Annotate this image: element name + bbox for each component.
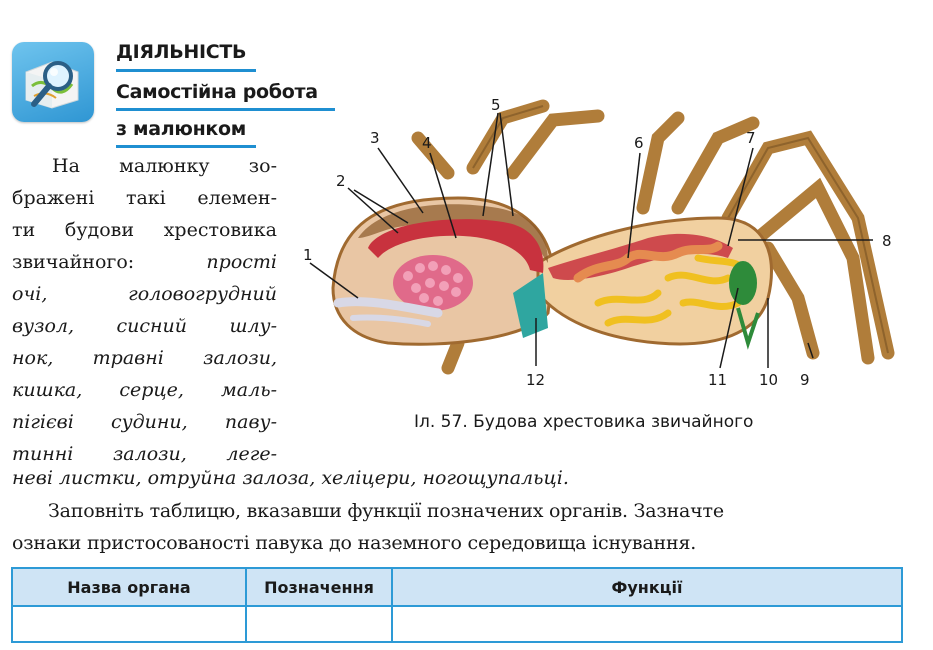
heading-underline [116, 69, 256, 72]
figure-caption: Іл. 57. Будова хрестовика звичайного [414, 412, 754, 432]
cell-organ-name[interactable] [12, 606, 246, 642]
map-magnifier-icon [12, 42, 94, 122]
subtitle-underline-2 [116, 145, 256, 148]
organs-table [11, 567, 903, 643]
intro-line: бражені такі елемен- [12, 187, 277, 209]
cell-designation[interactable] [246, 606, 392, 642]
intro-word-italic: прості [206, 251, 277, 273]
intro-line: кишка, серце, маль- [12, 379, 277, 401]
figure-label-4: 4 [422, 134, 432, 152]
intro-line: очі, головогрудний [12, 283, 277, 305]
subtitle-line-1: Самостійна робота [116, 81, 318, 103]
intro-line: На малюнку зо- [52, 155, 277, 177]
green-gland [729, 261, 757, 305]
table-header-row [12, 568, 902, 606]
intro-word: звичайного: [12, 251, 135, 273]
cell-functions[interactable] [392, 606, 902, 642]
task-line-2: ознаки пристосованості павука до наземного середовища існування. [12, 532, 697, 554]
activity-icon [12, 42, 94, 122]
figure-label-2: 2 [336, 172, 346, 190]
table-row [12, 606, 902, 642]
figure-label-3: 3 [370, 129, 380, 147]
activity-heading: ДІЯЛЬНІСТЬ [116, 41, 247, 63]
header-designation: Позначення [246, 568, 392, 606]
intro-paragraph [12, 150, 277, 470]
subtitle-line-2: з малюнком [116, 118, 247, 140]
figure-label-8: 8 [882, 232, 892, 250]
figure-label-1: 1 [303, 246, 313, 264]
figure-label-6: 6 [634, 134, 644, 152]
spider-anatomy-figure [298, 98, 918, 398]
header-functions: Функції [392, 568, 902, 606]
figure-label-9: 9 [800, 371, 810, 389]
intro-line-full: неві листки, отруйна залоза, хеліцери, ногощупальці. [12, 467, 569, 489]
figure-label-5: 5 [491, 98, 501, 114]
header-organ-name: Назва органа [12, 568, 246, 606]
intro-line: нок, травні залози, [12, 347, 277, 369]
intro-line [12, 246, 277, 278]
intro-line: тинні залози, леге- [12, 443, 277, 465]
figure-label-11: 11 [708, 371, 728, 389]
intro-line: ти будови хрестовика [12, 219, 277, 241]
figure-label-12: 12 [526, 371, 546, 389]
task-line-1: Заповніть таблицю, вказавши функції позначених органів. Зазначте [48, 500, 724, 522]
intro-line: вузол, сисний шлу- [12, 315, 277, 337]
figure-label-10: 10 [759, 371, 779, 389]
intro-line: пігієві судини, паву- [12, 411, 277, 433]
figure-label-7: 7 [746, 129, 756, 147]
